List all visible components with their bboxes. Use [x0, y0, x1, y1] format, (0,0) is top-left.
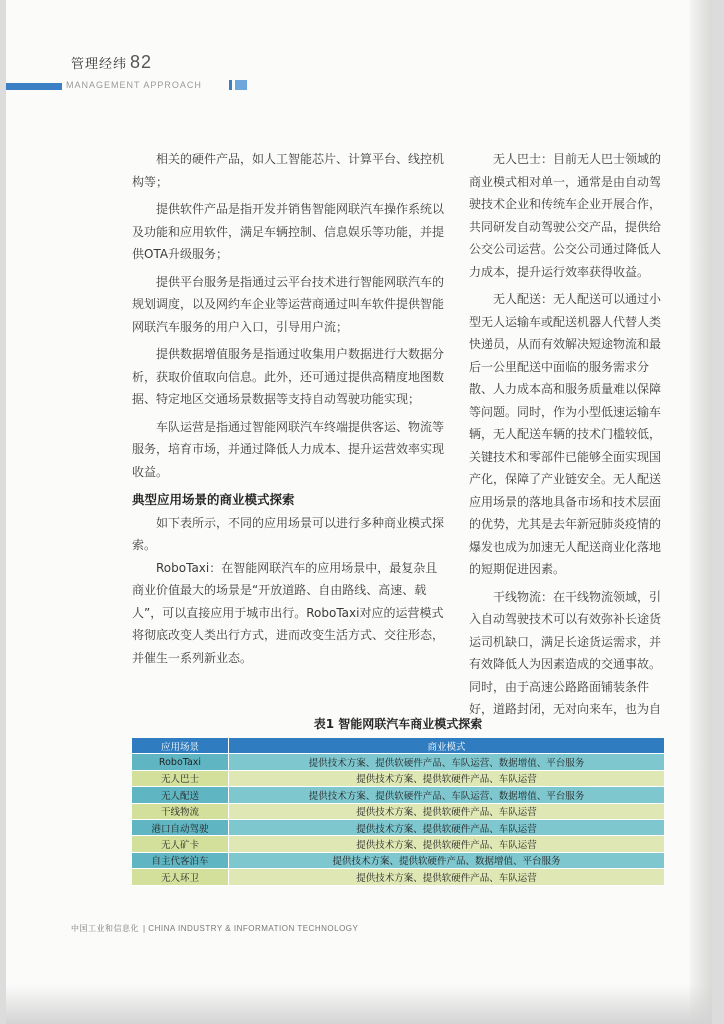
- section-header: [71, 52, 152, 73]
- paragraph: RoboTaxi：在智能网联汽车的应用场景中，最复杂且商业价值最大的场景是“开放道路、自由路线、高速、载人”，可以直接应用于城市出行。RoboTaxi对应的运营模式将彻底改变人类出行方式，进而改变生活方式、交往形态，并催生一系列新业态。: [132, 560, 445, 665]
- models-cell: 提供技术方案、提供软硬件产品、车队运营: [229, 803, 665, 819]
- table-row: [132, 869, 664, 885]
- right-column: [469, 148, 669, 721]
- table-row: [132, 787, 664, 803]
- models-cell: 提供技术方案、提供软硬件产品、车队运营、数据增值、平台服务: [229, 787, 665, 803]
- business-model-table: [132, 738, 664, 886]
- table-header-row: [132, 738, 664, 754]
- paragraph: 相关的硬件产品，如人工智能芯片、计算平台、线控机构等；: [132, 152, 445, 189]
- page-spine-shadow: [690, 0, 712, 1024]
- table-title: 表1 智能网联汽车商业模式探索: [313, 717, 483, 731]
- magazine-page: [6, 0, 712, 1024]
- section-subtitle: MANAGEMENT APPROACH: [66, 80, 202, 90]
- header-mark: [229, 80, 232, 90]
- table-row: [132, 836, 664, 852]
- models-cell: 提供技术方案、提供软硬件产品、车队运营、数据增值、平台服务: [229, 754, 665, 770]
- models-cell: 提供技术方案、提供软硬件产品、车队运营: [229, 819, 665, 835]
- table-row: [132, 803, 664, 819]
- table-row: [132, 754, 664, 770]
- table-row: [132, 770, 664, 786]
- models-cell: 提供技术方案、提供软硬件产品、车队运营: [229, 836, 665, 852]
- header-mark: [235, 80, 247, 90]
- paragraph: 无人配送：无人配送可以通过小型无人运输车或配送机器人代替人类快递员，从而有效解决短途物流和最后一公里配送中面临的服务需求分散、人力成本高和服务质量难以保障等问题。同时，作为小型低速运输车辆，无人配送车辆的技术门槛较低，关键技术和零部件已能够全面实现国产化，保障了产业链安全。无人配送应用场景的落地具备市场和技术层面的优势，尤其是去年新冠肺炎疫情的爆发也成为加速无人配送商业化落地的短期促进因素。: [469, 292, 662, 576]
- paragraph: 提供数据增值服务是指通过收集用户数据进行大数据分析，获取价值取向信息。此外，还可通过提供高精度地图数据、特定地区交通场景数据等支持自动驾驶功能实现；: [132, 347, 445, 406]
- footer-cn: 中国工业和信息化: [71, 924, 139, 933]
- table-row: [132, 852, 664, 868]
- models-cell: 提供技术方案、提供软硬件产品、车队运营: [229, 869, 665, 885]
- paragraph: 提供软件产品是指开发并销售智能网联汽车操作系统以及功能和应用软件，满足车辆控制、信息娱乐等功能，并提供OTA升级服务；: [132, 202, 445, 261]
- scenario-cell: 港口自动驾驶: [132, 819, 229, 835]
- scenario-cell: RoboTaxi: [132, 754, 229, 770]
- table-row: [132, 819, 664, 835]
- paragraph: 如下表所示，不同的应用场景可以进行多种商业模式探索。: [132, 515, 445, 552]
- scenario-cell: 无人配送: [132, 787, 229, 803]
- column-header: 应用场景: [132, 738, 229, 754]
- scenario-cell: 自主代客泊车: [132, 852, 229, 868]
- models-cell: 提供技术方案、提供软硬件产品、数据增值、平台服务: [229, 852, 665, 868]
- scenario-cell: 无人矿卡: [132, 836, 229, 852]
- scenario-cell: 干线物流: [132, 803, 229, 819]
- paragraph: 车队运营是指通过智能网联汽车终端提供客运、物流等服务，培育市场，并通过降低人力成本、提升运营效率实现收益。: [132, 419, 445, 479]
- paragraph: 提供平台服务是指通过云平台技术进行智能网联汽车的规划调度，以及网约车企业等运营商通过叫车软件提供智能网联汽车服务的用户入口，引导用户流；: [132, 274, 445, 334]
- models-cell: 提供技术方案、提供软硬件产品、车队运营: [229, 770, 665, 786]
- scan-shadow: [6, 984, 712, 1024]
- header-accent-bar: [6, 83, 62, 90]
- scenario-cell: 无人环卫: [132, 869, 229, 885]
- footer-en: | CHINA INDUSTRY & INFORMATION TECHNOLOGY: [143, 924, 359, 933]
- left-column: [132, 148, 445, 669]
- scenario-cell: 无人巴士: [132, 770, 229, 786]
- paragraph: 干线物流：在干线物流领域，引入自动驾驶技术可以有效弥补长途货运司机缺口，满足长途货运需求，并有效降低人为因素造成的交通事故。同时，由于高速公路路面铺装条件好，道路封闭，无对向来车，也为自: [469, 589, 662, 716]
- page-number: 82: [130, 52, 153, 72]
- paragraph: 无人巴士：目前无人巴士领域的商业模式相对单一，通常是由自动驾驶技术企业和传统车企业开展合作，共同研发自动驾驶公交产品，提供给公交公司运营。公交公司通过降低人力成本，提升运行效率获得收益。: [469, 152, 662, 279]
- section-title: 管理经纬: [71, 57, 128, 72]
- column-header: 商业模式: [229, 738, 665, 754]
- section-heading: 典型应用场景的商业模式探索: [132, 492, 295, 507]
- page-footer: [71, 923, 358, 934]
